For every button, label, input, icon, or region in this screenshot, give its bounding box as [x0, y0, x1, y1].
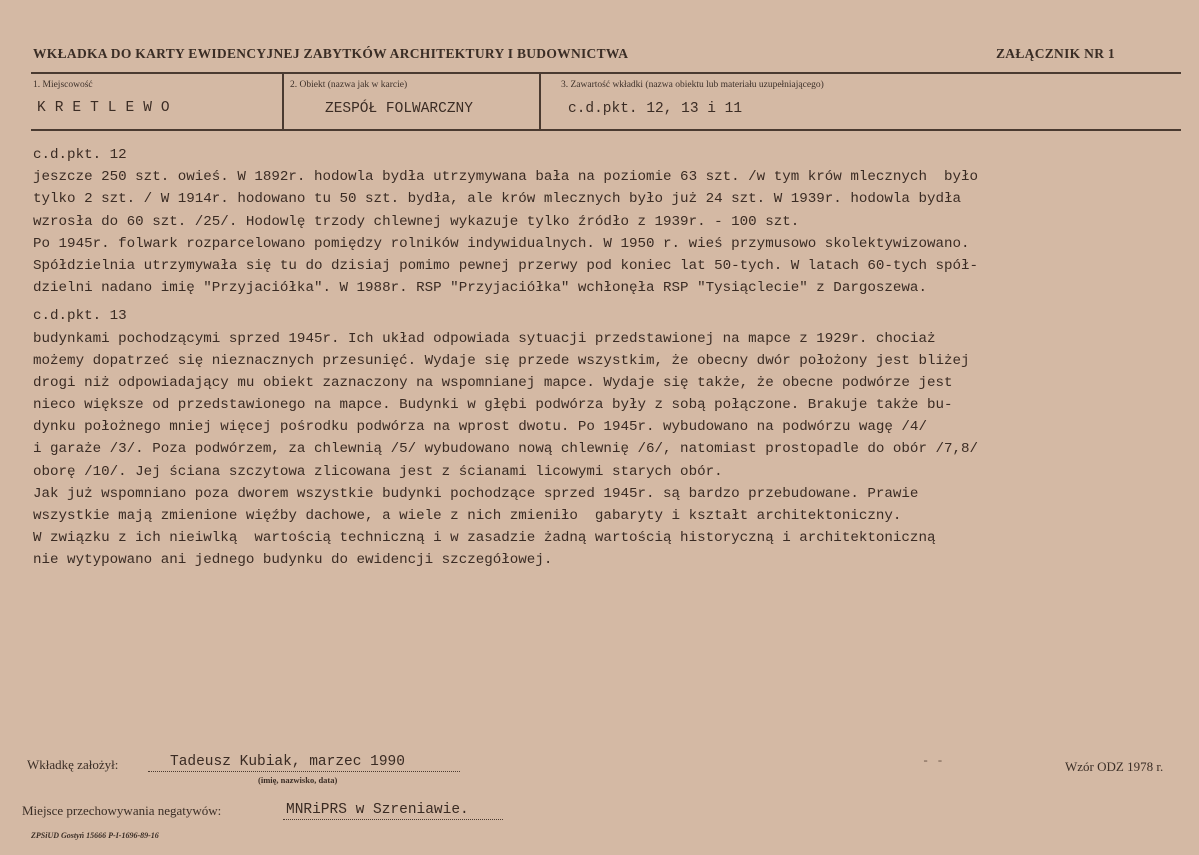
locality-label: 1. Miejscowość: [33, 80, 93, 90]
body-line: Spółdzielnia utrzymywała się tu do dzisiaj pomimo pewnej przerwy pod koniec lat 50-tych. W latach 60-tych spół-: [33, 257, 979, 274]
body-line: Po 1945r. folwark rozparcelowano pomiędzy rolników indywidualnych. W 1950 r. wieś przymusowo skolektywizowano.: [33, 235, 970, 252]
contents-label: 3. Zawartość wkładki (nazwa obiektu lub materiału uzupełniającego): [561, 80, 824, 90]
locality-value: KRETLEWO: [37, 100, 179, 116]
body-line: dzielni nadano imię "Przyjaciółka". W 1988r. RSP "Przyjaciółka" wchłonęła RSP "Tysiąclecie" z Dargoszewa.: [33, 280, 927, 297]
body-line: wzrosła do 60 szt. /25/. Hodowlę trzody chlewnej wykazuje tylko źródło z 1939r. - 100 szt.: [33, 213, 800, 230]
body-line: c.d.pkt. 12: [33, 147, 127, 163]
annex-number: ZAŁĄCZNIK NR 1: [996, 46, 1115, 61]
body-line: wszystkie mają zmienione więźby dachowe, a wiele z nich zmieniło gabaryty i kształt architektoniczny.: [33, 508, 902, 524]
print-identifier: ZPSiUD Gostyń 15666 P-I-1696-89-16: [31, 831, 159, 840]
object-value: ZESPÓŁ FOLWARCZNY: [325, 101, 473, 117]
body-line: Jak już wspomniano poza dworem wszystkie budynki pochodzące sprzed 1945r. są bardzo przebudowane. Prawie: [33, 485, 919, 502]
header-rule: [31, 72, 1181, 74]
body-line: W związku z ich nieiwlką wartością techniczną i w zasadzie żadną wartością historyczną i architektoniczną: [33, 530, 936, 547]
body-line: tylko 2 szt. / W 1914r. hodowano tu 50 szt. bydła, ale krów mlecznych było już 24 szt. W 1939r. hodowla bydła: [33, 191, 962, 208]
body-line: i garaże /3/. Poza podwórzem, za chlewnią /5/ wybudowano nową chlewnię /6/, natomiast prostopadle do obór /7,8/: [33, 441, 979, 458]
negatives-underline: [283, 819, 503, 820]
founder-label: Wkładkę założył:: [27, 757, 119, 772]
field-divider-1: [282, 74, 284, 129]
founder-hint: (imię, nazwisko, data): [258, 775, 338, 785]
body-line: możemy dopatrzeć się nieznacznych przesunięć. Wydaje się przede wszystkim, że obecny dwór położony jest bliżej: [33, 352, 970, 369]
founder-underline: [148, 771, 460, 772]
card-title: WKŁADKA DO KARTY EWIDENCYJNEJ ZABYTKÓW ARCHITEKTURY I BUDOWNICTWA: [33, 46, 629, 61]
body-line: drogi niż odpowiadający mu obiekt zaznaczony na wspomnianej mapce. Wydaje się także, że obecne podwórze jest: [33, 374, 953, 391]
body-line: c.d.pkt. 13: [33, 308, 127, 325]
body-line: budynkami pochodzącymi sprzed 1945r. Ich układ odpowiada sytuacji przedstawionej na mapce z 1929r. chociaż: [33, 330, 936, 347]
founder-value: Tadeusz Kubiak, marzec 1990: [170, 754, 405, 770]
body-line: dynku położnego mniej więcej pośrodku podwórza na wprost dwotu. Po 1945r. wybudowano na podwórzu wagę /4/: [33, 419, 927, 436]
body-line: nie wytypowano ani jednego budynku do ewidencji szczegółowej.: [33, 552, 553, 569]
typed-body: [33, 144, 1183, 572]
fields-rule: [31, 129, 1181, 131]
negatives-label: Miejsce przechowywania negatywów:: [22, 803, 222, 818]
negatives-value: MNRiPRS w Szreniawie.: [286, 802, 469, 818]
object-label: 2. Obiekt (nazwa jak w karcie): [290, 80, 408, 90]
body-line: oborę /10/. Jej ściana szczytowa zlicowana jest z ścianami licowymi starych obór.: [33, 463, 723, 480]
dash-mark: - -: [922, 754, 944, 768]
body-line: jeszcze 250 szt. owieś. W 1892r. hodowla bydła utrzymywana bała na poziomie 63 szt. /w tym krów mlecznych było: [33, 169, 979, 186]
form-version: Wzór ODZ 1978 r.: [1065, 759, 1164, 774]
field-divider-2: [539, 74, 541, 129]
body-line: nieco większe od przedstawionego na mapce. Budynki w głębi podwórza były z sobą połączone. Brakuje także bu-: [33, 397, 953, 414]
contents-value: c.d.pkt. 12, 13 i 11: [568, 101, 743, 117]
